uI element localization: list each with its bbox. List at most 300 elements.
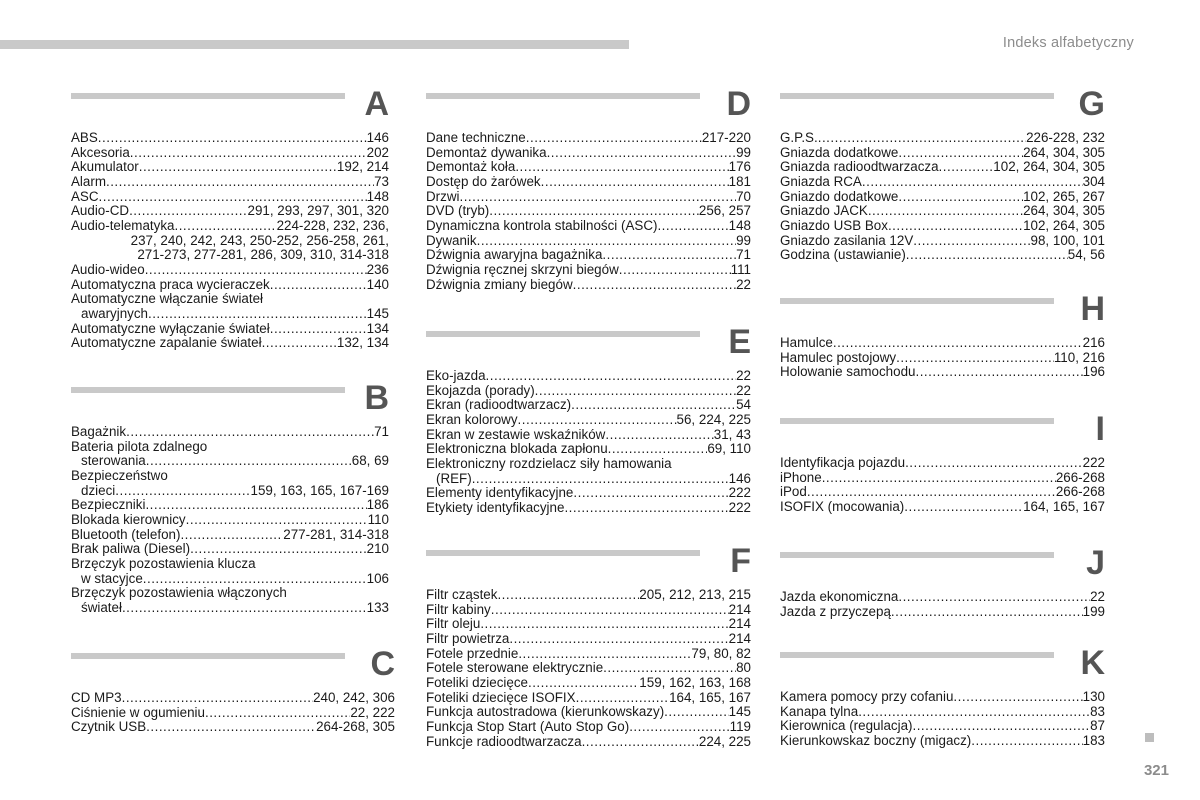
- index-entry-term: ASC: [71, 188, 99, 204]
- index-entry-line: [71, 542, 389, 557]
- section-rule: [780, 552, 1054, 558]
- index-entry-pages: 106: [366, 570, 389, 586]
- index-entry: [780, 190, 1105, 205]
- index-entry-line: [71, 336, 389, 351]
- index-entry-line: [780, 351, 1105, 366]
- section-rule: [780, 652, 1054, 658]
- index-entry-line: [780, 336, 1105, 351]
- index-entry-pages: 214: [728, 616, 751, 632]
- index-entry-pages: 68, 69: [351, 453, 389, 469]
- dot-leader: [262, 336, 337, 351]
- index-entry-line: [71, 190, 389, 205]
- index-entry-line: [780, 190, 1105, 205]
- dot-leader: [146, 454, 352, 469]
- index-entry-line: [71, 557, 389, 572]
- entries-list: [71, 691, 395, 735]
- index-entry-term: świateł: [81, 599, 122, 615]
- index-entry: [426, 160, 751, 175]
- index-entry-term: Gniazda radioodtwarzacza: [780, 159, 939, 175]
- index-entry-pages: 22, 222: [350, 704, 395, 720]
- index-entry-pages: 133: [366, 599, 389, 615]
- dot-leader: [582, 735, 699, 750]
- dot-leader: [106, 175, 374, 190]
- index-entry-pages: 71: [374, 424, 389, 439]
- dot-leader: [472, 472, 729, 487]
- dot-leader: [807, 485, 1056, 500]
- index-entry-pages: 224, 225: [698, 733, 751, 749]
- index-entry-term: Dane techniczne: [426, 130, 526, 145]
- dot-leader: [913, 234, 1030, 249]
- section-rule: [426, 93, 700, 99]
- index-entry-pages: 134: [366, 320, 389, 336]
- index-entry-line: [426, 442, 751, 457]
- section-letter: B: [364, 379, 389, 417]
- page-header-title: Indeks alfabetyczny: [1002, 35, 1134, 51]
- index-entry: [780, 471, 1105, 486]
- index-entry-term: Kamera pomocy przy cofaniu: [780, 689, 954, 704]
- index-entry-pages: 87: [1090, 718, 1105, 734]
- index-entry-line: [426, 691, 751, 706]
- index-entry-line: [780, 734, 1105, 749]
- index-entry-pages: 73: [374, 173, 389, 189]
- index-entry-term: Kierownica (regulacja): [780, 718, 913, 734]
- index-entry: [71, 278, 389, 293]
- index-entry-pages: 99: [736, 144, 751, 160]
- index-entry-line: [780, 485, 1105, 500]
- index-entry-term: Elementy identyfikacyjne: [426, 485, 574, 501]
- index-entry-line: [780, 234, 1105, 249]
- dot-leader: [868, 204, 1023, 219]
- dot-leader: [608, 442, 708, 457]
- entries-list: [780, 336, 1105, 380]
- dot-leader: [99, 190, 367, 205]
- index-entry-term: Bateria pilota zdalnego: [71, 438, 208, 454]
- entries-list: [780, 456, 1105, 515]
- index-entry: [71, 131, 389, 146]
- index-entry-line: [426, 501, 751, 516]
- dot-leader: [905, 456, 1083, 471]
- index-entry-pages: 205, 212, 213, 215: [639, 587, 751, 602]
- index-entry-term: Brak paliwa (Diesel): [71, 541, 191, 557]
- section-letter: I: [1095, 410, 1105, 448]
- index-entry-line: [71, 175, 389, 190]
- dot-leader: [115, 484, 250, 499]
- dot-leader: [657, 219, 728, 234]
- index-entry-term: CD MP3: [71, 690, 122, 705]
- section-rule: [780, 93, 1054, 99]
- dot-leader: [130, 146, 367, 161]
- index-entry-line: [71, 498, 389, 513]
- index-entry: [780, 219, 1105, 234]
- index-entry: [426, 175, 751, 190]
- index-entry-term: awaryjnych: [81, 305, 148, 321]
- dot-leader: [888, 219, 1023, 234]
- dot-leader: [139, 160, 337, 175]
- index-entry: [780, 705, 1105, 720]
- index-entry: [426, 398, 751, 413]
- index-entry-term: Ekran w zestawie wskaźników: [426, 426, 606, 442]
- index-entry: [71, 204, 389, 219]
- index-entry-pages: 148: [728, 217, 751, 233]
- index-entry-term: iPod: [780, 484, 807, 500]
- index-entry-pages: 264, 304, 305: [1023, 144, 1105, 160]
- index-entry-line: [426, 278, 751, 293]
- index-entry: [71, 440, 389, 469]
- index-entry-line: [426, 617, 751, 632]
- section-rule: [71, 387, 345, 393]
- index-entry-pages-continued: 271-273, 277-281, 286, 309, 310, 314-318: [137, 247, 389, 263]
- index-entry: [426, 632, 751, 647]
- entries-list: [71, 425, 389, 616]
- dot-leader: [564, 501, 728, 516]
- index-entry-term: Fotele sterowane elektrycznie: [426, 660, 604, 676]
- index-entry-term: Dźwignia awaryjna bagażnika: [426, 247, 603, 263]
- index-entry: [780, 248, 1105, 263]
- index-entry-pages: 266-268: [1055, 484, 1105, 500]
- index-entry: [780, 146, 1105, 161]
- index-entry-pages: 264-268, 305: [316, 719, 395, 735]
- index-entry-line: [426, 398, 751, 413]
- index-entry-pages: 22: [736, 368, 751, 383]
- index-entry-line: [426, 647, 751, 662]
- dot-leader: [858, 705, 1090, 720]
- index-entry-pages: 145: [366, 305, 389, 321]
- index-entry-term: Bagażnik: [71, 424, 127, 439]
- section-letter: D: [726, 85, 751, 123]
- entries-list: [71, 131, 389, 351]
- index-entry-term: G.P.S.: [780, 130, 818, 145]
- dot-leader: [270, 322, 367, 337]
- index-entry-line: [426, 413, 751, 428]
- index-entry-term: iPhone: [780, 469, 822, 485]
- index-entry-line: [780, 146, 1105, 161]
- section-letter: E: [728, 323, 751, 361]
- index-entry-pages: 146: [728, 470, 751, 486]
- index-entry: [71, 190, 389, 205]
- index-entry-term: w stacyjce: [81, 570, 143, 586]
- index-entry-term: Gniazdo USB Box: [780, 217, 888, 233]
- index-entry: [426, 501, 751, 516]
- index-entry-line: [71, 513, 389, 528]
- index-entry-term: Holowanie samochodu: [780, 364, 916, 380]
- index-entry-line: [71, 601, 389, 616]
- dot-leader: [898, 190, 1023, 205]
- index-entry: [426, 442, 751, 457]
- index-entry: [780, 590, 1105, 605]
- index-entry-line: [426, 131, 751, 146]
- index-entry-pages: 226-228, 232: [1026, 130, 1105, 145]
- index-entry-line: [780, 719, 1105, 734]
- index-entry-term: Ekran kolorowy: [426, 411, 518, 427]
- index-entry-pages: 159, 162, 163, 168: [639, 674, 751, 690]
- index-entry-line: [426, 248, 751, 263]
- index-entry-pages: 256, 257: [698, 203, 751, 219]
- index-entry-term: Demontaż dywanika: [426, 144, 547, 160]
- dot-leader: [939, 160, 994, 175]
- index-entry-line: [426, 735, 751, 750]
- dot-leader: [98, 131, 367, 146]
- index-entry-line: [71, 263, 389, 278]
- header-rule: [0, 40, 629, 49]
- dot-leader: [573, 278, 736, 293]
- index-entry-pages: 130: [1082, 689, 1105, 704]
- index-entry-pages: 304: [1082, 173, 1105, 189]
- index-entry: [426, 705, 751, 720]
- index-entry: [71, 219, 389, 263]
- section-rule: [426, 331, 700, 337]
- index-entry-line: [426, 190, 751, 205]
- index-entry-line: [71, 160, 389, 175]
- index-entry: [780, 204, 1105, 219]
- index-entry: [780, 719, 1105, 734]
- index-entry-term: Audio-wideo: [71, 261, 145, 277]
- index-entry-pages: 111: [730, 261, 751, 277]
- index-entry-term: Akumulator: [71, 159, 139, 175]
- index-entry: [426, 248, 751, 263]
- index-entry: [426, 131, 751, 146]
- page-marker: [1145, 733, 1154, 742]
- index-entry: [426, 691, 751, 706]
- index-entry-term: Audio-CD: [71, 203, 130, 219]
- section-rule: [71, 93, 345, 99]
- index-entry-pages-continued: 237, 240, 242, 243, 250-252, 256-258, 261,: [130, 232, 389, 248]
- dot-leader: [605, 428, 713, 443]
- index-entry: [780, 234, 1105, 249]
- index-entry: [426, 384, 751, 399]
- index-entry-line: [780, 219, 1105, 234]
- dot-leader: [480, 617, 728, 632]
- index-entry-term: Bezpieczeństwo: [71, 467, 168, 483]
- index-entry-pages: 102, 264, 304, 305: [993, 159, 1105, 175]
- index-entry-line: [780, 248, 1105, 263]
- index-entry: [780, 336, 1105, 351]
- index-entry: [426, 204, 751, 219]
- index-entry-term: Hamulec postojowy: [780, 349, 897, 365]
- index-entry-pages: 140: [366, 276, 389, 292]
- index-entry-term: Filtr kabiny: [426, 601, 491, 617]
- index-entry-line: [71, 204, 389, 219]
- index-entry-pages: 183: [1082, 732, 1105, 748]
- index-entry-term: Kanapa tylna: [780, 703, 859, 719]
- index-entry-pages: 119: [729, 718, 751, 734]
- index-entry-line: [780, 500, 1105, 515]
- index-entry-pages: 214: [728, 601, 751, 617]
- entries-list: [780, 590, 1105, 619]
- index-entry-line: [71, 586, 389, 601]
- dot-leader: [818, 131, 1026, 146]
- index-entry-line: [71, 278, 389, 293]
- dot-leader: [518, 413, 677, 428]
- index-entry-line: [71, 469, 389, 484]
- index-entry-term: Audio-telematyka: [71, 217, 175, 233]
- index-entry-line: [71, 691, 395, 706]
- index-entry: [780, 690, 1105, 705]
- index-entry-pages: 79, 80, 82: [691, 645, 751, 661]
- index-entry-pages: 224-228, 232, 236,: [276, 217, 389, 233]
- dot-leader: [619, 263, 731, 278]
- index-entry-line: [71, 484, 389, 499]
- index-entry: [780, 605, 1105, 620]
- index-entry-line: [426, 384, 751, 399]
- index-entry: [780, 351, 1105, 366]
- section-letter: J: [1086, 544, 1105, 582]
- dot-leader: [205, 706, 350, 721]
- index-entry-term: Ciśnienie w ogumieniu: [71, 704, 205, 720]
- index-entry-term: Gniazdo JACK: [780, 203, 868, 219]
- index-entry: [71, 513, 389, 528]
- index-entry-term: Foteliki dziecięce: [426, 674, 528, 690]
- index-entry: [71, 263, 389, 278]
- index-entry-line: [426, 457, 751, 472]
- index-entry-term: Elektroniczna blokada zapłonu: [426, 441, 608, 457]
- dot-leader: [971, 734, 1082, 749]
- index-entry-pages: 110: [367, 511, 389, 527]
- index-entry-pages: 22: [736, 382, 751, 398]
- index-entry: [426, 190, 751, 205]
- index-entry-term: Alarm: [71, 173, 106, 189]
- index-entry-term: Filtr oleju: [426, 616, 481, 632]
- index-entry: [71, 557, 389, 586]
- index-entry-pages: 69, 110: [707, 441, 751, 457]
- index-entry: [780, 365, 1105, 380]
- index-entry-term: Blokada kierownicy: [71, 511, 186, 527]
- index-entry-line: [780, 705, 1105, 720]
- index-entry-line: [426, 603, 751, 618]
- dot-leader: [526, 131, 702, 146]
- entries-list: [780, 131, 1105, 263]
- index-entry-term: Funkcja autostradowa (kierunkowskazy): [426, 704, 665, 720]
- index-entry-pages: 192, 214: [336, 159, 389, 175]
- index-entry-pages: 31, 43: [713, 426, 751, 442]
- index-entry-pages: 236: [366, 261, 389, 277]
- index-entry-term: Czytnik USB: [71, 719, 147, 735]
- index-entry-pages: 99: [736, 232, 751, 248]
- index-entry: [71, 691, 395, 706]
- index-entry-pages: 277-281, 314-318: [283, 526, 389, 542]
- dot-leader: [664, 705, 729, 720]
- dot-leader: [573, 486, 728, 501]
- dot-leader: [190, 542, 367, 557]
- dot-leader: [486, 369, 737, 384]
- index-entry-line: [71, 219, 389, 234]
- index-entry-line: [71, 322, 389, 337]
- dot-leader: [145, 263, 367, 278]
- index-entry-pages: 56, 224, 225: [676, 411, 751, 427]
- index-entry-term: Gniazdo zasilania 12V: [780, 232, 914, 248]
- index-entry: [426, 588, 751, 603]
- index-entry: [426, 457, 751, 486]
- index-entry-term: Identyfikacja pojazdu: [780, 455, 906, 470]
- index-entry: [426, 603, 751, 618]
- index-entry-line: [426, 472, 751, 487]
- dot-leader: [145, 498, 366, 513]
- index-entry-pages: 264, 304, 305: [1023, 203, 1105, 219]
- index-entry-term: Filtr cząstek: [426, 587, 498, 602]
- index-entry: [426, 647, 751, 662]
- entries-list: [426, 588, 751, 749]
- dot-leader: [148, 307, 367, 322]
- dot-leader: [906, 248, 1068, 263]
- index-entry: [71, 425, 389, 440]
- dot-leader: [898, 146, 1023, 161]
- index-entry-pages: 22: [1090, 589, 1105, 604]
- index-entry-line: [71, 292, 389, 307]
- dot-leader: [571, 398, 736, 413]
- index-entry-pages: 159, 163, 165, 167-169: [250, 482, 389, 498]
- index-entry-line: [426, 720, 751, 735]
- index-entry-line: [71, 706, 395, 721]
- dot-leader: [509, 632, 728, 647]
- index-entry-line: [426, 705, 751, 720]
- index-entry-line: [780, 605, 1105, 620]
- index-entry-pages: 222: [1082, 455, 1105, 470]
- index-entry-term: Automatyczne zapalanie świateł: [71, 335, 262, 351]
- dot-leader: [129, 204, 247, 219]
- index-entry-pages: 54, 56: [1067, 247, 1105, 263]
- dot-leader: [603, 661, 736, 676]
- index-entry-line: [71, 440, 389, 455]
- index-entry: [71, 322, 389, 337]
- index-entry-term: Jazda ekonomiczna: [780, 589, 899, 604]
- index-entry-term: Brzęczyk pozostawienia klucza: [71, 555, 256, 571]
- index-entry: [71, 706, 395, 721]
- index-entry-term: Etykiety identyfikacyjne: [426, 499, 565, 515]
- index-entry: [780, 160, 1105, 175]
- index-entry: [426, 278, 751, 293]
- dot-leader: [547, 146, 737, 161]
- index-entry-line: [426, 234, 751, 249]
- index-entry-term: sterowania: [81, 453, 146, 469]
- dot-leader: [143, 572, 367, 587]
- index-entry-line: [426, 204, 751, 219]
- index-entry-pages: 80: [736, 660, 751, 676]
- index-entry: [780, 485, 1105, 500]
- index-entry-term: Bezpieczniki: [71, 497, 146, 513]
- index-entry-pages: 164, 165, 167: [1023, 498, 1105, 514]
- index-entry-term: Akcesoria: [71, 144, 130, 160]
- entries-list: [780, 690, 1105, 749]
- dot-leader: [122, 691, 313, 706]
- index-entry-pages: 222: [728, 485, 751, 501]
- index-entry-line: [426, 160, 751, 175]
- index-entry-term: ISOFIX (mocowania): [780, 498, 905, 514]
- dot-leader: [629, 720, 729, 735]
- dot-leader: [459, 190, 736, 205]
- index-entry-pages: 132, 134: [336, 335, 389, 351]
- index-entry: [426, 661, 751, 676]
- index-entry-line: [426, 219, 751, 234]
- index-entry: [780, 456, 1105, 471]
- dot-leader: [862, 175, 1083, 190]
- index-entry-pages: 71: [736, 247, 751, 263]
- index-entry-term: Dynamiczna kontrola stabilności (ASC): [426, 217, 658, 233]
- index-entry: [426, 428, 751, 443]
- section-letter: K: [1080, 644, 1105, 682]
- dot-leader: [833, 336, 1083, 351]
- index-entry-line: [71, 572, 389, 587]
- section-letter: H: [1080, 290, 1105, 328]
- dot-leader: [126, 425, 374, 440]
- index-entry-pages: 146: [366, 130, 389, 145]
- dot-leader: [477, 234, 736, 249]
- index-entry-pages: 181: [728, 173, 751, 189]
- index-entry-term: Foteliki dziecięce ISOFIX: [426, 689, 576, 705]
- index-entry-pages: 217-220: [701, 130, 751, 145]
- index-entry-term: dzieci: [81, 482, 116, 498]
- dot-leader: [822, 471, 1056, 486]
- index-entry-term: Automatyczne wyłączanie świateł: [71, 320, 270, 336]
- index-entry-term: Drzwi: [426, 188, 460, 204]
